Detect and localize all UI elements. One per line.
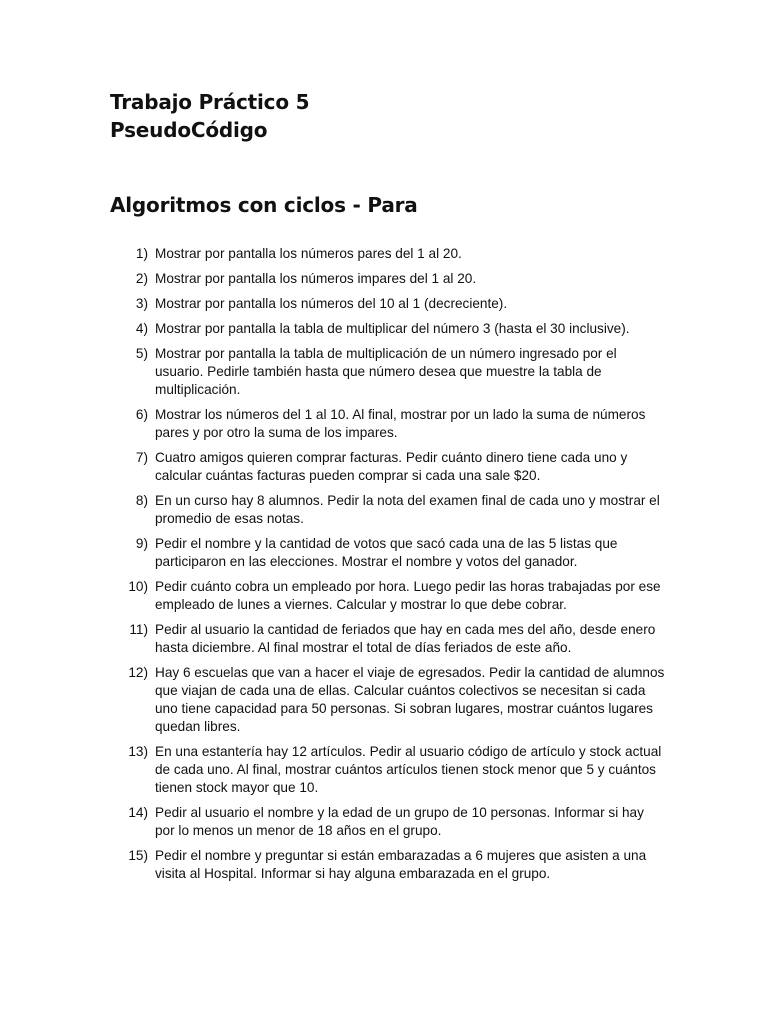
exercise-item <box>0 295 665 313</box>
exercise-number: 8) <box>135 493 148 508</box>
exercise-number: 5) <box>135 346 148 361</box>
exercise-item <box>0 621 665 657</box>
exercise-item <box>0 406 665 442</box>
exercise-number: 6) <box>135 407 148 422</box>
exercise-text: Pedir al usuario la cantidad de feriados que hay en cada mes del año, desde enero hasta diciembre. Al final mostrar el total de días feriados de este año. <box>155 622 656 655</box>
exercise-text: Mostrar por pantalla la tabla de multiplicación de un número ingresado por el usuario. Pedirle también hasta que número desea que muestre la tabla de multiplicación. <box>155 346 617 397</box>
section-heading: Algoritmos con ciclos - Para <box>110 193 418 217</box>
exercise-text: Hay 6 escuelas que van a hacer el viaje de egresados. Pedir la cantidad de alumnos que viajan de cada una de ellas. Calcular cuántos colectivos se necesitan si cada uno tiene capacidad para 50 personas. Si sobran lugares, mostrar cuántos lugares quedan libres. <box>155 665 665 734</box>
exercise-item <box>0 743 665 797</box>
exercise-number: 4) <box>135 321 148 336</box>
exercise-number: 12) <box>128 665 148 680</box>
exercise-item <box>0 535 665 571</box>
exercise-text: Pedir el nombre y preguntar si están embarazadas a 6 mujeres que asisten a una visita al Hospital. Informar si hay alguna embarazada en el grupo. <box>155 848 647 881</box>
exercise-item <box>0 245 665 263</box>
exercise-item <box>0 492 665 528</box>
exercise-item <box>0 320 665 338</box>
exercise-text: Mostrar los números del 1 al 10. Al final, mostrar por un lado la suma de números pares y por otro la suma de los impares. <box>155 407 646 440</box>
exercise-number: 2) <box>135 271 148 286</box>
exercise-text: Pedir al usuario el nombre y la edad de un grupo de 10 personas. Informar si hay por lo menos un menor de 18 años en el grupo. <box>155 805 644 838</box>
exercise-item <box>0 847 665 883</box>
exercise-number: 14) <box>128 805 148 820</box>
exercise-item <box>0 270 665 288</box>
exercise-number: 15) <box>128 848 148 863</box>
exercise-text: Mostrar por pantalla los números del 10 al 1 (decreciente). <box>155 296 508 311</box>
exercise-list <box>0 245 768 890</box>
exercise-item <box>0 449 665 485</box>
exercise-text: Cuatro amigos quieren comprar facturas. Pedir cuánto dinero tiene cada uno y calcular cuántas facturas pueden comprar si cada una sale $20. <box>155 450 628 483</box>
exercise-number: 11) <box>129 622 148 637</box>
exercise-number: 10) <box>128 579 148 594</box>
exercise-text: Mostrar por pantalla los números impares del 1 al 20. <box>155 271 477 286</box>
exercise-text: En un curso hay 8 alumnos. Pedir la nota del examen final de cada uno y mostrar el promedio de esas notas. <box>155 493 660 526</box>
exercise-item <box>0 345 665 399</box>
title-line-2: PseudoCódigo <box>110 118 268 142</box>
exercise-number: 3) <box>135 296 148 311</box>
exercise-text: Mostrar por pantalla la tabla de multiplicar del número 3 (hasta el 30 inclusive). <box>155 321 630 336</box>
exercise-text: Mostrar por pantalla los números pares del 1 al 20. <box>155 246 462 261</box>
title-line-1: Trabajo Práctico 5 <box>110 90 310 114</box>
exercise-number: 13) <box>128 744 148 759</box>
exercise-number: 9) <box>135 536 148 551</box>
exercise-text: Pedir cuánto cobra un empleado por hora. Luego pedir las horas trabajadas por ese empleado de lunes a viernes. Calcular y mostrar lo que debe cobrar. <box>155 579 661 612</box>
exercise-item <box>0 664 665 736</box>
page-title <box>110 88 309 144</box>
exercise-number: 7) <box>135 450 148 465</box>
exercise-item <box>0 804 665 840</box>
exercise-item <box>0 578 665 614</box>
exercise-number: 1) <box>135 246 148 261</box>
exercise-text: En una estantería hay 12 artículos. Pedir al usuario código de artículo y stock actual de cada uno. Al final, mostrar cuántos artículos tienen stock menor que 5 y cuántos tienen stock mayor que 10. <box>155 744 662 795</box>
exercise-text: Pedir el nombre y la cantidad de votos que sacó cada una de las 5 listas que participaron en las elecciones. Mostrar el nombre y votos del ganador. <box>155 536 618 569</box>
